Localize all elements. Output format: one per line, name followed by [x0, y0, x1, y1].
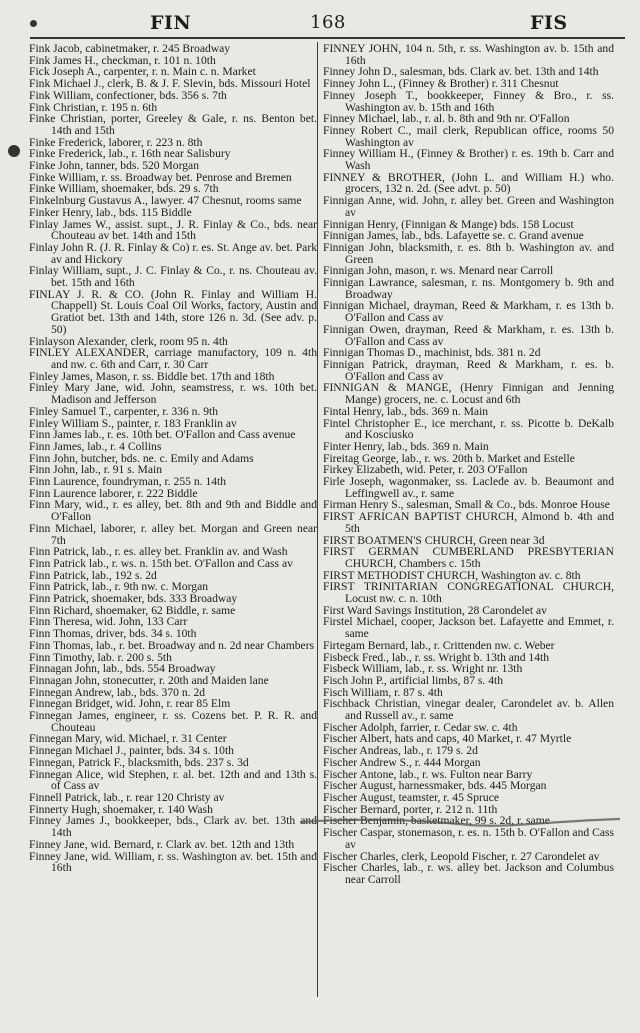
- directory-entry: Finn Richard, shoemaker, 62 Biddle, r. same: [29, 603, 236, 617]
- directory-entry: Finn John, butcher, bds. ne. c. Emily and Adams: [29, 451, 254, 465]
- directory-entry: Finney John L., (Finney & Brother) r. 311 Chesnut: [323, 77, 559, 91]
- directory-entry: Finnigan Patrick, drayman, Reed & Markham, r. es. b. O'Fallon and Cass av: [323, 357, 614, 383]
- directory-entry: Fisch William, r. 87 s. 4th: [323, 685, 443, 699]
- directory-entry: FIRST BOATMEN'S CHURCH, Green near 3d: [323, 533, 545, 547]
- directory-entry: Finke William, r. ss. Broadway bet. Penrose and Bremen: [29, 170, 292, 184]
- directory-entry: Fischer Charles, lab., r. ws. alley bet. Jackson and Columbus near Carroll: [323, 861, 614, 886]
- directory-entry: Finnegan Michael J., painter, bds. 34 s. 10th: [29, 744, 234, 758]
- directory-entry: Finnigan Henry, (Finnigan & Mange) bds. 158 Locust: [323, 217, 574, 231]
- directory-entry: Fisch John P., artificial limbs, 87 s. 4th: [323, 673, 504, 687]
- directory-entry: Finnigan Owen, drayman, Reed & Markham, r. es. 13th b. O'Fallon and Cass av: [323, 322, 614, 348]
- directory-entry: Finney William H., (Finney & Brother) r. es. 19th b. Carr and Wash: [323, 147, 614, 173]
- left-column: [29, 43, 317, 874]
- directory-entry: Firkey Elizabeth, wid. Peter, r. 203 O'Fallon: [323, 463, 528, 477]
- directory-entry: Finney Jane, wid. Bernard, r. Clark av. bet. 12th and 13th: [29, 837, 295, 851]
- directory-entry: Finnell Patrick, lab., r. rear 120 Christy av: [29, 791, 225, 804]
- directory-entry: Finn Timothy, lab. r. 200 s. 5th: [29, 650, 172, 664]
- directory-entry: Finnagan John, lab., bds. 554 Broadway: [29, 662, 216, 676]
- directory-entry: Finnegan James, engineer, r. ss. Cozens bet. P. R. R. and Chouteau: [29, 709, 317, 734]
- directory-entry: Fink William, confectioner, bds. 356 s. 7th: [29, 88, 227, 102]
- directory-entry: Finn Patrick lab., r. ws. n. 15th bet. O'Fallon and Cass av: [29, 556, 293, 570]
- directory-entry: Finn Patrick, lab., r. es. alley bet. Franklin av. and Wash: [29, 545, 288, 559]
- directory-entry: Finn James lab., r. es. 10th bet. O'Fallon and Cass avenue: [29, 428, 296, 442]
- directory-entry: Firstel Michael, cooper, Jackson bet. Lafayette and Emmet, r. same: [323, 615, 614, 641]
- directory-entry: Finker Henry, lab., bds. 115 Biddle: [29, 205, 192, 219]
- directory-entry: Finnegan Mary, wid. Michael, r. 31 Center: [29, 732, 227, 746]
- directory-entry: Finley Samuel T., carpenter, r. 336 n. 9th: [29, 404, 219, 418]
- directory-entry: Fintal Henry, lab., bds. 369 n. Main: [323, 404, 489, 418]
- directory-entry: Finnigan John, blacksmith, r. es. 8th b. Washington av. and Green: [323, 240, 614, 266]
- header-rule: [30, 37, 625, 39]
- column-divider: [317, 42, 318, 997]
- directory-entry: Fischer Andreas, lab., r. 179 s. 2d: [323, 744, 478, 758]
- page-number: 168: [310, 12, 346, 33]
- ink-spot: [8, 145, 20, 157]
- directory-entry: Fischer August, teamster, r. 45 Spruce: [323, 791, 499, 804]
- directory-entry: Finnigan Lawrance, salesman, r. ns. Montgomery b. 9th and Broadway: [323, 276, 614, 301]
- directory-entry: Fick Joseph A., carpenter, r. n. Main c. n. Market: [29, 65, 256, 79]
- directory-entry: Finney Joseph T., bookkeeper, Finney & Bro., r. ss. Washington av. b. 15th and 16th: [323, 88, 614, 114]
- directory-entry: Finnigan Anne, wid. John, r. alley bet. Green and Washington av: [323, 194, 614, 219]
- directory-entry: Finn Thomas, driver, bds. 34 s. 10th: [29, 627, 197, 641]
- directory-entry: Fink Christian, r. 195 n. 6th: [29, 100, 158, 114]
- directory-entry: Finke William, shoemaker, bds. 29 s. 7th: [29, 182, 219, 196]
- directory-entry: FIRST METHODIST CHURCH, Washington av. c. 8th: [323, 568, 581, 582]
- directory-entry: Firman Henry S., salesman, Small & Co., bds. Monroe House: [323, 498, 610, 512]
- directory-entry: Finn James, lab., r. 4 Collins: [29, 439, 162, 453]
- directory-entry: Finke Christian, porter, Greeley & Gale, r. ns. Benton bet. 14th and 15th: [29, 112, 317, 137]
- directory-entry: Fischer Antone, lab., r. ws. Fulton near Barry: [323, 767, 533, 781]
- directory-entry: Finley James, Mason, r. ss. Biddle bet. 17th and 18th: [29, 369, 275, 383]
- directory-entry: Finn Patrick, shoemaker, bds. 333 Broadway: [29, 592, 238, 606]
- directory-entry: FINNEY & BROTHER, (John L. and William H.) who. grocers, 132 n. 2d. (See advt. p. 50): [323, 170, 614, 196]
- directory-entry: Fischer Bernard, porter, r. 212 n. 11th: [323, 802, 498, 816]
- directory-entry: FIRST AFRICAN BAPTIST CHURCH, Almond b. 4th and 5th: [323, 510, 614, 535]
- directory-entry: Finnegan Alice, wid Stephen, r. al. bet. 12th and and 13th s. of Cass av: [29, 767, 317, 793]
- directory-entry: Fisbeck William, lab., r. ss. Wright nr. 13th: [323, 662, 523, 676]
- directory-entry: Finney Robert C., mail clerk, Republican office, rooms 50 Washington av: [323, 123, 614, 149]
- directory-entry: Finney John D., salesman, bds. Clark av. bet. 13th and 14th: [323, 65, 599, 79]
- directory-entry: Finlay John R. (J. R. Finlay & Co) r. es. St. Ange av. bet. Park av and Hickory: [29, 240, 317, 266]
- directory-entry: Finn Michael, laborer, r. alley bet. Morgan and Green near 7th: [29, 521, 317, 547]
- directory-entry: Finlayson Alexander, clerk, room 95 n. 4th: [29, 334, 228, 348]
- directory-entry: Finlay William, supt., J. C. Finlay & Co., r. ns. Chouteau av. bet. 15th and 16th: [29, 264, 317, 290]
- directory-entry: Finley William S., painter, r. 183 Franklin av: [29, 416, 237, 430]
- directory-entry: Firtegam Bernard, lab., r. Crittenden nw. c. Weber: [323, 638, 555, 652]
- directory-entry: First Ward Savings Institution, 28 Carondelet av: [323, 603, 547, 617]
- directory-entry: FIRST TRINITARIAN CONGREGATIONAL CHURCH, Locust nw. c. n. 10th: [323, 580, 614, 606]
- directory-entry: Fischer August, harnessmaker, bds. 445 Morgan: [323, 779, 547, 793]
- directory-entry: Fischer Benjamin, basketmaker, 99 s. 2d, r. same: [323, 814, 550, 828]
- directory-entry: Finney Jane, wid. William, r. ss. Washington av. bet. 15th and 16th: [29, 849, 317, 875]
- directory-entry: Fireitag George, lab., r. ws. 20th b. Market and Estelle: [323, 451, 575, 465]
- directory-entry: Fintel Christopher E., ice merchant, r. ss. Picotte b. DeKalb and Kosciusko: [323, 416, 614, 442]
- directory-entry: Finke Frederick, lab., r. 16th near Salisbury: [29, 147, 231, 161]
- left-guide-word: FIN: [150, 12, 192, 34]
- directory-entry: Finley Mary Jane, wid. John, seamstress, r. ws. 10th bet. Madison and Jefferson: [29, 381, 317, 407]
- ink-spot: [30, 20, 37, 27]
- directory-entry: Firle Joseph, wagonmaker, ss. Laclede av. b. Beaumont and Leffingwell av., r. same: [323, 475, 614, 500]
- directory-entry: Fischer Adolph, farrier, r. Cedar sw. c. 4th: [323, 720, 518, 734]
- directory-entry: Finnigan John, mason, r. ws. Menard near Carroll: [323, 264, 554, 278]
- directory-entry: Finkelnburg Gustavus A., lawyer. 47 Chesnut, rooms same: [29, 194, 302, 208]
- directory-entry: Finn John, lab., r. 91 s. Main: [29, 463, 163, 477]
- directory-entry: Finke Frederick, laborer, r. 223 n. 8th: [29, 135, 203, 149]
- directory-entry: Finn Patrick, lab., 192 s. 2d: [29, 568, 157, 582]
- directory-entry: FINLEY ALEXANDER, carriage manufactory, 109 n. 4th and nw. c. 6th and Carr, r. 30 Carr: [29, 346, 317, 371]
- directory-entry: Fischer Caspar, stonemason, r. es. n. 15th b. O'Fallon and Cass av: [323, 826, 614, 851]
- directory-entry: Finn Thomas, lab., r. bet. Broadway and n. 2d near Chambers: [29, 638, 315, 652]
- directory-entry: Finnegan, Patrick F., blacksmith, bds. 237 s. 3d: [29, 755, 249, 769]
- directory-entry: Finn Laurence, foundryman, r. 255 n. 14th: [29, 475, 227, 489]
- directory-entry: Fink Michael J., clerk, B. & J. F. Slevin, bds. Missouri Hotel: [29, 77, 311, 91]
- right-column: [323, 43, 614, 886]
- directory-entry: Finnagan John, stonecutter, r. 20th and Maiden lane: [29, 673, 269, 687]
- directory-entry: Finnigan Thomas D., machinist, bds. 381 n. 2d: [323, 346, 541, 360]
- directory-entry: Finn Patrick, lab., r. 9th nw. c. Morgan: [29, 580, 209, 594]
- directory-entry: FIRST GERMAN CUMBERLAND PRESBYTERIAN CHURCH, Chambers c. 15th: [323, 545, 614, 570]
- directory-entry: Fink Jacob, cabinetmaker, r. 245 Broadway: [29, 42, 231, 55]
- directory-entry: Finnegan Andrew, lab., bds. 370 n. 2d: [29, 685, 206, 699]
- directory-entry: Finnegan Bridget, wid. John, r. rear 85 Elm: [29, 697, 231, 711]
- directory-entry: Finnerty Hugh, shoemaker, r. 140 Wash: [29, 802, 213, 816]
- directory-entry: Fischback Christian, vinegar dealer, Carondelet av. b. Allen and Russell av., r. same: [323, 697, 614, 723]
- directory-entry: Finnigan James, lab., bds. Lafayette se. c. Grand avenue: [323, 229, 584, 243]
- directory-entry: Finn Theresa, wid. John, 133 Carr: [29, 615, 188, 629]
- directory-entry: FINNIGAN & MANGE, (Henry Finnigan and Jenning Mange) grocers, ne. c. Locust and 6th: [323, 381, 614, 407]
- directory-entry: Fischer Albert, hats and caps, 40 Market, r. 47 Myrtle: [323, 732, 572, 746]
- directory-entry: Finter Henry, lab., bds. 369 n. Main: [323, 439, 489, 453]
- directory-entry: Finke John, tanner, bds. 520 Morgan: [29, 159, 199, 173]
- directory-entry: Finnigan Michael, drayman, Reed & Markham, r. es 13th b. O'Fallon and Cass av: [323, 299, 614, 325]
- directory-entry: Finney Michael, lab., r. al. b. 8th and 9th nr. O'Fallon: [323, 112, 570, 126]
- directory-entry: FINNEY JOHN, 104 n. 5th, r. ss. Washington av. b. 15th and 16th: [323, 42, 614, 67]
- directory-entry: Fink James H., checkman, r. 101 n. 10th: [29, 53, 216, 67]
- directory-entry: FINLAY J. R. & CO. (John R. Finlay and William H. Chappell) St. Louis Coal Oil Works, factory, Austin and Gratiot bet. 13th and 14th, store 126 n. 3d. (See adv. p. 50): [29, 287, 317, 336]
- directory-entry: Finlay James W., assist. supt., J. R. Finlay & Co., bds. near Chouteau av bet. 14th and 15th: [29, 217, 317, 243]
- directory-entry: Fischer Andrew S., r. 444 Morgan: [323, 755, 481, 769]
- directory-entry: Finney James J., bookkeeper, bds., Clark av. bet. 13th and 14th: [29, 814, 317, 840]
- directory-entry: Fisbeck Fred., lab., r. ss. Wright b. 13th and 14th: [323, 650, 550, 664]
- page-header: [30, 8, 625, 36]
- directory-entry: Fischer Charles, clerk, Leopold Fischer, r. 27 Carondelet av: [323, 849, 600, 863]
- directory-entry: Finn Laurence laborer, r. 222 Biddle: [29, 486, 198, 500]
- right-guide-word: FIS: [530, 12, 568, 34]
- directory-entry: Finn Mary, wid., r. es alley, bet. 8th and 9th and Biddle and O'Fallon: [29, 498, 317, 524]
